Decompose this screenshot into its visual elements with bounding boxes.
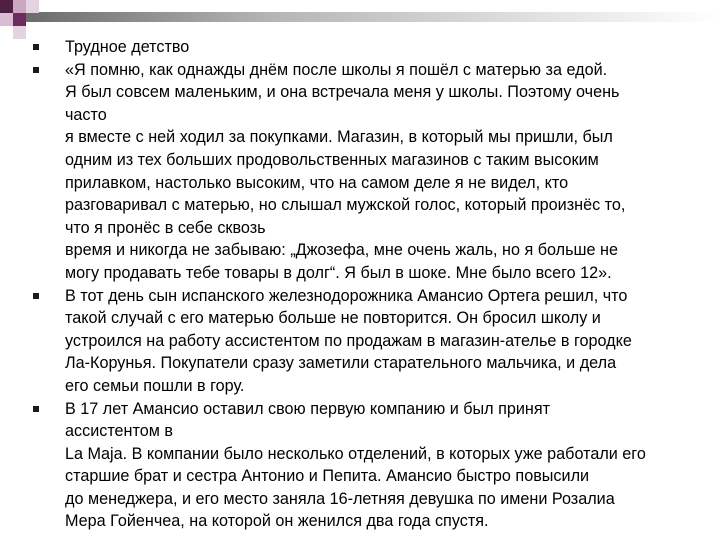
square-bullet-icon: [33, 67, 39, 73]
text-line: Мера Гойенчеа, на которой он женился два года спустя.: [65, 512, 489, 531]
text-line: что я пронёс в себе сквозь: [65, 218, 266, 237]
text-line: Трудное детство: [65, 38, 190, 56]
square-bullet-icon: [33, 293, 39, 299]
text-line: В тот день сын испанского железнодорожника Амансио Ортега решил, что: [65, 286, 628, 305]
text-line: одним из тех больших продовольственных магазинов с таким высоким: [65, 150, 599, 169]
text-line: ассистентом в: [65, 422, 173, 441]
text-line: В 17 лет Амансио оставил свою первую компанию и был принят: [65, 399, 551, 418]
text-line: до менеджера, и его место заняла 16-летняя девушка по имени Розалиа: [65, 489, 615, 508]
text-line: его семьи пошли в гору.: [65, 376, 245, 395]
square-bullet-icon: [33, 406, 39, 412]
text-line: Ла-Корунья. Покупатели сразу заметили старательного мальчика, и дела: [65, 354, 617, 373]
text-line: La Maja. В компании было несколько отделений, в которых уже работали его: [65, 444, 646, 463]
header-square-light-2: [0, 13, 13, 26]
header-square-light-1: [13, 0, 26, 13]
header-square-dark-2: [13, 13, 26, 26]
text-line: часто: [65, 105, 107, 124]
header-gradient-bar: [26, 12, 720, 22]
header-square-dark-1: [0, 0, 13, 13]
text-line: я вместе с ней ходил за покупками. Магазин, в который мы пришли, был: [65, 128, 613, 147]
square-bullet-icon: [33, 44, 39, 50]
bullet-item-3: [30, 285, 716, 398]
text-line: время и никогда не забываю: „Джозефа, мне очень жаль, но я больше не: [65, 241, 618, 260]
text-line: разговаривал с матерью, но слышал мужской голос, который произнёс то,: [65, 196, 626, 215]
text-line: могу продавать тебе товары в долг“. Я был в шоке. Мне было всего 12».: [65, 263, 612, 282]
bullet-item-1: [30, 36, 716, 59]
header-square-light-3: [26, 0, 39, 13]
bullet-item-4: [30, 398, 716, 534]
bullet-item-2: [30, 59, 716, 285]
header-square-light-4: [13, 26, 26, 39]
bullet-list: [30, 36, 716, 533]
text-line: прилавком, настолько высоким, что на самом деле я не видел, кто: [65, 173, 569, 192]
text-line: устроился на работу ассистентом по продажам в магазин-ателье в городке: [65, 331, 632, 350]
text-line: такой случай с его матерью больше не повторится. Он бросил школу и: [65, 309, 601, 328]
header-decoration: [0, 0, 720, 40]
text-line: Я был совсем маленьким, и она встречала меня у школы. Поэтому очень: [65, 83, 620, 102]
text-line: старшие брат и сестра Антонио и Пепита. Амансио быстро повысили: [65, 467, 590, 486]
text-line: «Я помню, как однажды днём после школы я пошёл с матерью за едой.: [65, 60, 608, 79]
